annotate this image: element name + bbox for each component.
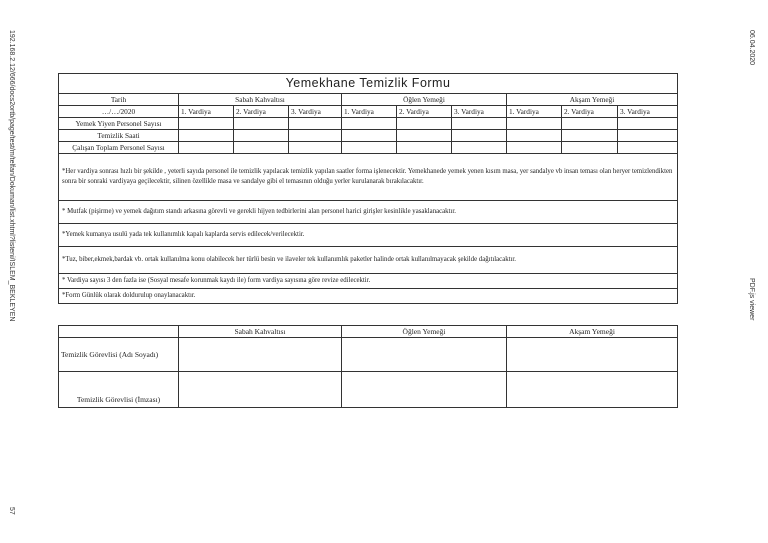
cleaning-form (58, 73, 677, 304)
form-cell[interactable] (397, 118, 452, 130)
form-cell[interactable] (179, 130, 234, 142)
form-cell[interactable] (234, 130, 289, 142)
meal-header-dinner: Akşam Yemeği (507, 94, 678, 106)
page-number: 57 (8, 507, 15, 515)
meal-header-dinner: Akşam Yemeği (507, 326, 678, 338)
left-margin (8, 30, 20, 515)
form-cell[interactable] (507, 338, 678, 372)
date-value: …/…/2020 (59, 106, 179, 118)
shift-header: 2. Vardiya (562, 106, 618, 118)
form-cell[interactable] (342, 338, 507, 372)
empty-corner (59, 326, 179, 338)
form-cell[interactable] (234, 142, 289, 154)
meal-header-breakfast: Sabah Kahvaltısı (179, 94, 342, 106)
form-cell[interactable] (507, 372, 678, 408)
shift-header: 3. Vardiya (289, 106, 342, 118)
note-kitchen-access: * Mutfak (pişirme) ve yemek dağıtım standı arkasına görevli ve gerekli hijyen tedbirlerini alan personel harici girişler kesinlikle yasaklanacaktır. (59, 201, 678, 224)
form-cell[interactable] (342, 142, 397, 154)
form-cell[interactable] (452, 118, 507, 130)
note-daily-approval: *Form Günlük olarak doldurulup onaylanacaktır. (59, 289, 678, 304)
form-cell[interactable] (507, 118, 562, 130)
shift-header: 1. Vardiya (179, 106, 234, 118)
note-cleaning-procedure: *Her vardiya sonrası hızlı bir şekilde , yeterli sayıda personel ile temizlik yapılacak temizlik yapılan saatler forma işlenecektir. Yemekhanede yemek yenen kısım masa, yer sandalye vb insan teması olan heryer temizlendikten sonra bir sonraki vardiyaya geçilecektir, silinen özellikle masa ve sandalye gibi el temasının olduğu yerler kurulanarak bırakılacaktır. (59, 154, 678, 201)
viewer-name: PDF.js viewer (748, 278, 755, 321)
form-cell[interactable] (289, 130, 342, 142)
form-cell[interactable] (179, 142, 234, 154)
cleaner-signature-table (58, 325, 677, 408)
form-cell[interactable] (179, 118, 234, 130)
note-meal-service: *Yemek kumanya usulü yada tek kullanımlık kapalı kaplarda servis edilecek/verilecektir. (59, 224, 678, 247)
note-condiments: *Tuz, biber,ekmek,bardak vb. ortak kullanılma konu olabilecek her türlü besin ve ilaveler tek kullanımlık paketler halinde ortak kullanılmayacak şekilde dağıtılacaktır. (59, 247, 678, 274)
row-label-personnel: Yemek Yiyen Personel Sayısı (59, 118, 179, 130)
form-cell[interactable] (289, 142, 342, 154)
print-date: 06.04.2020 (748, 30, 755, 66)
form-title: Yemekhane Temizlik Formu (59, 74, 678, 94)
form-cell[interactable] (452, 130, 507, 142)
shift-header: 3. Vardiya (618, 106, 678, 118)
form-cell[interactable] (618, 130, 678, 142)
note-shift-count: * Vardiya sayısı 3 den fazla ise (Sosyal mesafe korunmak kaydı ile) form vardiya sayısına göre revize edilecektir. (59, 274, 678, 289)
form-cell[interactable] (507, 142, 562, 154)
shift-header: 1. Vardiya (342, 106, 397, 118)
meal-header-lunch: Öğlen Yemeği (342, 94, 507, 106)
form-cell[interactable] (618, 142, 678, 154)
form-cell[interactable] (234, 118, 289, 130)
meal-header-breakfast: Sabah Kahvaltısı (179, 326, 342, 338)
form-cell[interactable] (397, 142, 452, 154)
row-label-cleaning-time: Temizlik Saati (59, 130, 179, 142)
row-label-total-staff: Çalışan Toplam Personel Sayısı (59, 142, 179, 154)
meal-header-lunch: Öğlen Yemeği (342, 326, 507, 338)
form-cell[interactable] (342, 118, 397, 130)
form-cell[interactable] (562, 118, 618, 130)
shift-header: 2. Vardiya (397, 106, 452, 118)
form-cell[interactable] (618, 118, 678, 130)
form-cell[interactable] (342, 372, 507, 408)
form-cell[interactable] (507, 130, 562, 142)
url-text: 192.168.2.12/666/docs2ortb/page/test/m/telfan/Dokuman/list.xhtml?listeni/ISLEM_BEKLEYEN (8, 30, 15, 322)
shift-header: 2. Vardiya (234, 106, 289, 118)
form-cell[interactable] (397, 130, 452, 142)
form-cell[interactable] (452, 142, 507, 154)
form-cell[interactable] (179, 372, 342, 408)
form-cell[interactable] (342, 130, 397, 142)
form-cell[interactable] (179, 338, 342, 372)
date-label: Tarih (59, 94, 179, 106)
form-cell[interactable] (562, 130, 618, 142)
shift-header: 1. Vardiya (507, 106, 562, 118)
right-margin (748, 30, 760, 330)
form-cell[interactable] (289, 118, 342, 130)
row-label-cleaner-signature: Temizlik Görevlisi (İmzası) (59, 372, 179, 408)
form-cell[interactable] (562, 142, 618, 154)
row-label-cleaner-name: Temizlik Görevlisi (Adı Soyadı) (59, 338, 179, 372)
shift-header: 3. Vardiya (452, 106, 507, 118)
